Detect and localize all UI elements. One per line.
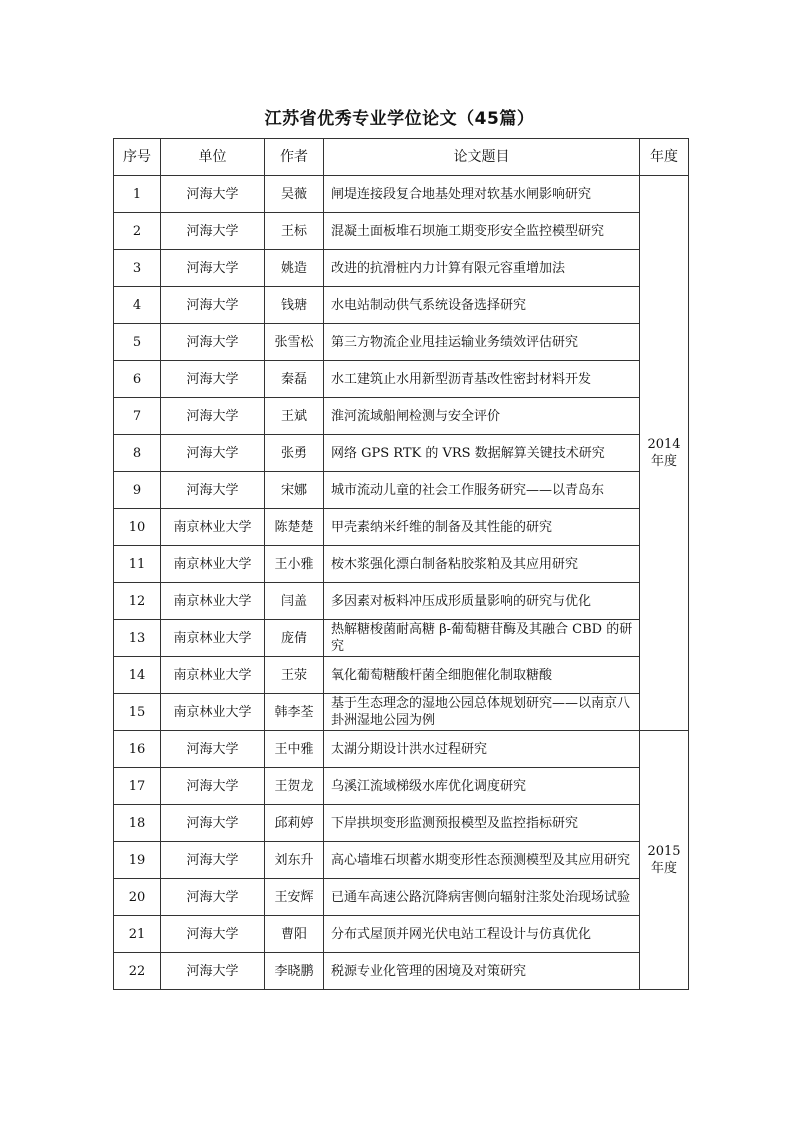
table-row	[114, 546, 689, 583]
page-title: 江苏省优秀专业学位论文（45篇）	[264, 109, 535, 129]
row-author: 邱莉婷	[265, 805, 324, 842]
row-index: 8	[114, 435, 161, 472]
row-index: 9	[114, 472, 161, 509]
row-unit: 南京林业大学	[161, 546, 265, 583]
row-title: 分布式屋顶并网光伏电站工程设计与仿真优化	[324, 916, 640, 953]
header-author: 作者	[265, 139, 324, 176]
table-row	[114, 953, 689, 990]
row-author: 王安辉	[265, 879, 324, 916]
table-row	[114, 398, 689, 435]
row-author: 王斌	[265, 398, 324, 435]
row-unit: 河海大学	[161, 176, 265, 213]
row-index: 16	[114, 731, 161, 768]
row-index: 6	[114, 361, 161, 398]
table-row	[114, 176, 689, 213]
row-unit: 河海大学	[161, 879, 265, 916]
table-row	[114, 879, 689, 916]
row-title: 热解糖梭菌耐高糖 β-葡萄糖苷酶及其融合 CBD 的研究	[324, 620, 640, 657]
row-unit: 河海大学	[161, 842, 265, 879]
row-unit: 河海大学	[161, 472, 265, 509]
row-unit: 河海大学	[161, 324, 265, 361]
table-body	[114, 176, 689, 990]
year-cell-2015	[640, 731, 689, 990]
table-row	[114, 916, 689, 953]
row-unit: 河海大学	[161, 287, 265, 324]
row-title: 乌溪江流域梯级水库优化调度研究	[324, 768, 640, 805]
row-index: 3	[114, 250, 161, 287]
year-value: 2014	[647, 437, 681, 452]
table-row	[114, 583, 689, 620]
row-title: 淮河流域船闸检测与安全评价	[324, 398, 640, 435]
table-row	[114, 509, 689, 546]
row-index: 1	[114, 176, 161, 213]
table-row	[114, 620, 689, 657]
row-index: 5	[114, 324, 161, 361]
row-title: 城市流动儿童的社会工作服务研究——以青岛东	[324, 472, 640, 509]
row-title: 太湖分期设计洪水过程研究	[324, 731, 640, 768]
row-unit: 南京林业大学	[161, 583, 265, 620]
row-author: 庞倩	[265, 620, 324, 657]
row-author: 宋娜	[265, 472, 324, 509]
row-unit: 南京林业大学	[161, 694, 265, 731]
thesis-table	[113, 138, 689, 990]
row-author: 闫盖	[265, 583, 324, 620]
row-index: 15	[114, 694, 161, 731]
row-title: 高心墙堆石坝蓄水期变形性态预测模型及其应用研究	[324, 842, 640, 879]
row-author: 曹阳	[265, 916, 324, 953]
year-cell-2014	[640, 176, 689, 731]
row-title: 改进的抗滑桩内力计算有限元容重增加法	[324, 250, 640, 287]
row-title: 水电站制动供气系统设备选择研究	[324, 287, 640, 324]
row-unit: 河海大学	[161, 805, 265, 842]
row-title: 税源专业化管理的困境及对策研究	[324, 953, 640, 990]
header-year: 年度	[640, 139, 689, 176]
row-unit: 南京林业大学	[161, 620, 265, 657]
row-author: 钱瑭	[265, 287, 324, 324]
row-unit: 南京林业大学	[161, 657, 265, 694]
row-author: 王小雅	[265, 546, 324, 583]
row-index: 13	[114, 620, 161, 657]
row-unit: 河海大学	[161, 916, 265, 953]
row-title: 第三方物流企业甩挂运输业务绩效评估研究	[324, 324, 640, 361]
row-title: 氧化葡萄糖酸杆菌全细胞催化制取糖酸	[324, 657, 640, 694]
row-author: 吴薇	[265, 176, 324, 213]
row-index: 22	[114, 953, 161, 990]
row-unit: 河海大学	[161, 213, 265, 250]
table-row	[114, 472, 689, 509]
row-index: 20	[114, 879, 161, 916]
table-row	[114, 805, 689, 842]
header-index: 序号	[114, 139, 161, 176]
row-unit: 河海大学	[161, 731, 265, 768]
row-unit: 河海大学	[161, 435, 265, 472]
table-row	[114, 287, 689, 324]
table-row	[114, 842, 689, 879]
row-unit: 南京林业大学	[161, 509, 265, 546]
year-suffix: 年度	[650, 454, 677, 469]
row-author: 姚造	[265, 250, 324, 287]
table-header-row	[114, 139, 689, 176]
row-unit: 河海大学	[161, 398, 265, 435]
row-author: 张勇	[265, 435, 324, 472]
row-title: 混凝土面板堆石坝施工期变形安全监控模型研究	[324, 213, 640, 250]
row-index: 14	[114, 657, 161, 694]
header-unit: 单位	[161, 139, 265, 176]
row-title: 网络 GPS RTK 的 VRS 数据解算关键技术研究	[324, 435, 640, 472]
row-index: 17	[114, 768, 161, 805]
row-unit: 河海大学	[161, 768, 265, 805]
row-index: 21	[114, 916, 161, 953]
row-index: 10	[114, 509, 161, 546]
row-author: 张雪松	[265, 324, 324, 361]
row-author: 秦磊	[265, 361, 324, 398]
row-author: 王中雅	[265, 731, 324, 768]
row-unit: 河海大学	[161, 361, 265, 398]
row-author: 王标	[265, 213, 324, 250]
table-row	[114, 694, 689, 731]
row-title: 下岸拱坝变形监测预报模型及监控指标研究	[324, 805, 640, 842]
row-index: 11	[114, 546, 161, 583]
row-index: 12	[114, 583, 161, 620]
table-row	[114, 213, 689, 250]
table-row	[114, 657, 689, 694]
header-title: 论文题目	[324, 139, 640, 176]
row-title: 甲壳素纳米纤维的制备及其性能的研究	[324, 509, 640, 546]
table-row	[114, 435, 689, 472]
year-suffix: 年度	[650, 861, 677, 876]
row-author: 刘东升	[265, 842, 324, 879]
row-author: 王贺龙	[265, 768, 324, 805]
row-index: 7	[114, 398, 161, 435]
table-row	[114, 731, 689, 768]
table-row	[114, 768, 689, 805]
row-title: 基于生态理念的湿地公园总体规划研究——以南京八卦洲湿地公园为例	[324, 694, 640, 731]
table-row	[114, 324, 689, 361]
row-author: 陈楚楚	[265, 509, 324, 546]
row-author: 韩李荃	[265, 694, 324, 731]
year-value: 2015	[647, 844, 681, 859]
row-author: 王荥	[265, 657, 324, 694]
table-row	[114, 361, 689, 398]
row-title: 已通车高速公路沉降病害侧向辐射注浆处治现场试验	[324, 879, 640, 916]
row-title: 水工建筑止水用新型沥青基改性密封材料开发	[324, 361, 640, 398]
row-index: 19	[114, 842, 161, 879]
row-title: 闸堤连接段复合地基处理对软基水闸影响研究	[324, 176, 640, 213]
row-unit: 河海大学	[161, 953, 265, 990]
row-index: 4	[114, 287, 161, 324]
row-unit: 河海大学	[161, 250, 265, 287]
row-index: 18	[114, 805, 161, 842]
row-title: 多因素对板料冲压成形质量影响的研究与优化	[324, 583, 640, 620]
row-index: 2	[114, 213, 161, 250]
row-author: 李晓鹏	[265, 953, 324, 990]
row-title: 桉木浆强化漂白制备粘胶浆粕及其应用研究	[324, 546, 640, 583]
table-row	[114, 250, 689, 287]
